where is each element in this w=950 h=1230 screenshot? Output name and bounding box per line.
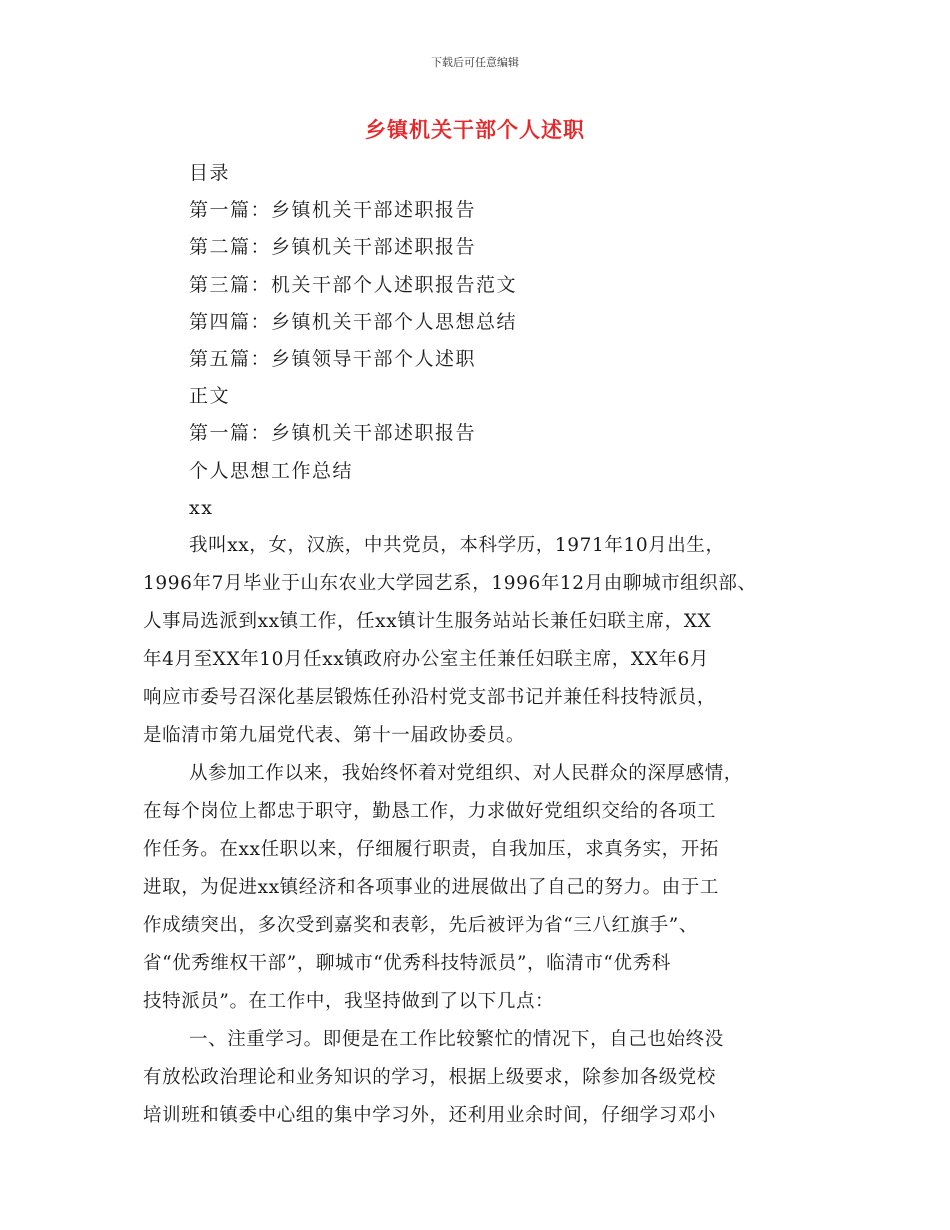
section-subtitle: 个人思想工作总结 xyxy=(189,459,354,482)
text-line: 技特派员”。在工作中，我坚持做到了以下几点： xyxy=(143,991,555,1012)
paragraph-experience xyxy=(143,755,808,1021)
text-line: 我叫xx，女，汉族，中共党员，本科学历，1971年10月出生， xyxy=(189,535,725,556)
text-line: 从参加工作以来，我始终怀着对党组织、对人民群众的深厚感情， xyxy=(189,763,743,784)
toc-item: 第三篇：机关干部个人述职报告范文 xyxy=(189,273,518,296)
text-line: 人事局选派到xx镇工作，任xx镇计生服务站站长兼任妇联主席，XX xyxy=(143,611,712,632)
paragraph-intro xyxy=(143,527,808,755)
text-line: 在每个岗位上都忠于职守，勤恳工作，力求做好党组织交给的各项工 xyxy=(143,801,717,822)
body-heading: 正文 xyxy=(189,385,231,408)
text-line: 进取，为促进xx镇经济和各项事业的进展做出了自己的努力。由于工 xyxy=(143,877,719,898)
text-line: 作成绩突出，多次受到嘉奖和表彰，先后被评为省“三八红旗手”、 xyxy=(143,915,698,936)
text-line: 是临清市第九届党代表、第十一届政协委员。 xyxy=(143,725,526,746)
toc-item: 第二篇：乡镇机关干部述职报告 xyxy=(189,236,477,259)
document-title: 乡镇机关干部个人述职 xyxy=(365,118,585,142)
text-line: 一、注重学习。即便是在工作比较繁忙的情况下，自己也始终没 xyxy=(189,1029,724,1050)
body-text xyxy=(143,527,808,1135)
text-line: 1996年7月毕业于山东农业大学园艺系，1996年12月由聊城市组织部、 xyxy=(143,573,757,594)
toc-item: 第五篇：乡镇领导干部个人述职 xyxy=(189,347,477,370)
text-line: 作任务。在xx任职以来，仔细履行职责，自我加压，求真务实，开拓 xyxy=(143,839,719,860)
toc-item: 第一篇：乡镇机关干部述职报告 xyxy=(189,199,477,222)
section-heading: 第一篇：乡镇机关干部述职报告 xyxy=(189,422,477,445)
paragraph-study xyxy=(143,1021,808,1135)
table-of-contents xyxy=(189,155,809,527)
text-line: 响应市委号召深化基层锻炼任孙沿村党支部书记并兼任科技特派员， xyxy=(143,687,717,708)
text-line: 有放松政治理论和业务知识的学习，根据上级要求，除参加各级党校 xyxy=(143,1067,717,1088)
header-note: 下载后可任意编辑 xyxy=(431,56,519,69)
text-line: 培训班和镇委中心组的集中学习外，还利用业余时间，仔细学习邓小 xyxy=(143,1105,717,1126)
text-line: 省“优秀维权干部”，聊城市“优秀科技特派员”，临清市“优秀科 xyxy=(143,953,671,974)
author-name: xx xyxy=(189,496,214,519)
toc-item: 第四篇：乡镇机关干部个人思想总结 xyxy=(189,310,518,333)
text-line: 年4月至XX年10月任xx镇政府办公室主任兼任妇联主席，XX年6月 xyxy=(143,649,709,670)
toc-heading: 目录 xyxy=(189,162,231,184)
